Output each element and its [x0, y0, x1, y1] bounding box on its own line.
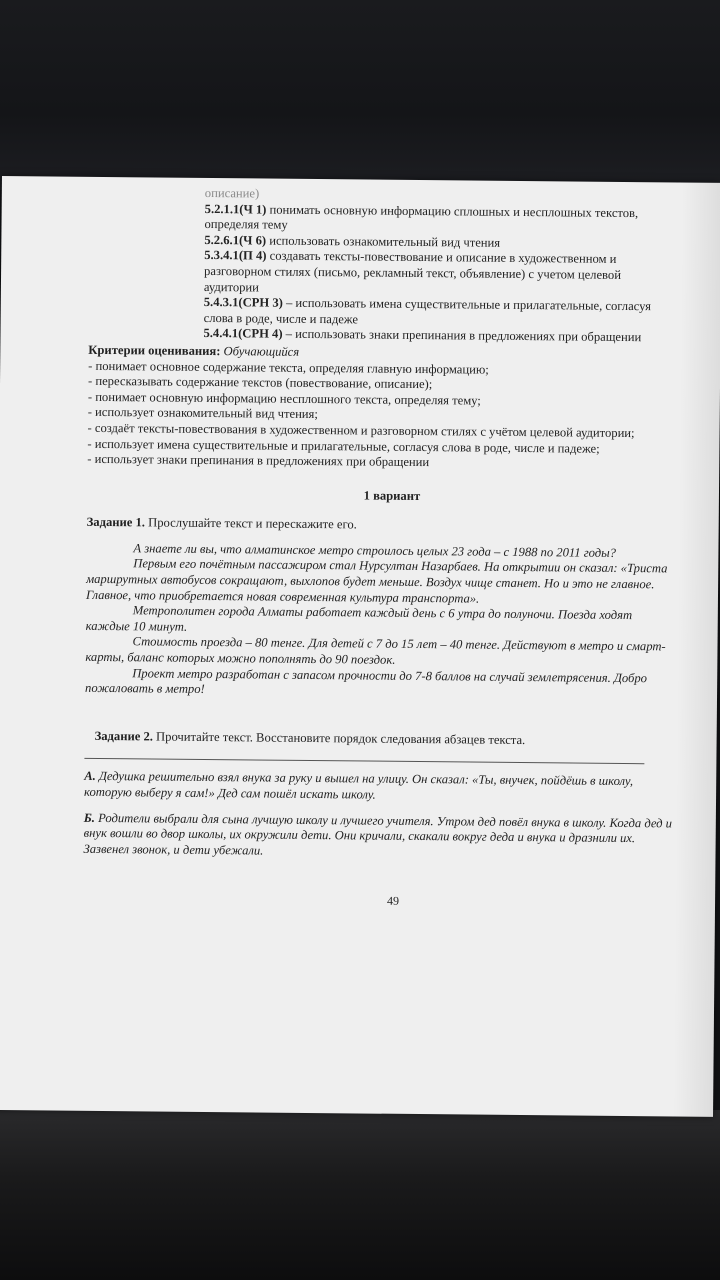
criteria-item: - использует знаки препинания в предложениях при обращении	[87, 451, 430, 470]
story-paragraph: Метрополитен города Алматы работает каждый день с 6 утра до полуночи. Поезда ходят каждые 10 минут.	[85, 603, 633, 634]
variant-heading: 1 вариант	[363, 488, 421, 503]
criteria-item: - пересказывать содержание текстов (повествование, описание);	[87, 373, 433, 392]
story-paragraph: Проект метро разработан с запасом прочности до 7-8 баллов на случай землетрясения. Добро пожаловать в метро!	[85, 665, 648, 697]
story-paragraph: А знаете ли вы, что алматинское метро строилось целых 23 года – с 1988 по 2011 годы?	[133, 541, 617, 560]
task1-story	[85, 541, 676, 703]
story-paragraph: Стоимость проезда – 80 тенге. Для детей с 7 до 15 лет – 40 тенге. Действуют в метро и смарт-карты, баланс которых можно пополнять до 90 поездок.	[85, 634, 666, 667]
paragraph-b: Б. Родители выбрали для сына лучшую школу и лучшего учителя. Утром дед повёл внука в школу. Когда дед и внук вошли во двор школы, их окружили дети. Они кричали, скакали вокруг деда и внука и дразнили их. Зазвенел звонок, и дети убежали.	[83, 810, 673, 858]
criteria-item: - понимает основную информацию несплошного текста, определяя тему;	[87, 389, 481, 408]
objective-item: 5.2.6.1(Ч 6) использовать ознакомительный вид чтения	[204, 232, 501, 250]
objective-continuation: описание)	[204, 185, 260, 201]
paper-shadow	[673, 183, 720, 1117]
divider-line	[84, 758, 644, 764]
criteria-item: - создаёт тексты-повествования в художественном и разговорном стилях с учётом целевой аудитории;	[87, 420, 635, 440]
criteria-heading: Критерии оценивания: Обучающийся	[88, 342, 300, 359]
assessment-criteria	[87, 343, 678, 473]
criteria-item: - использует имена существительные и прилагательные, согласуя слова в роде, числе и падеже;	[87, 436, 600, 456]
paragraph-a: А. Дедушка решительно взял внука за руку и вышел на улицу. Он сказал: «Ты, внучек, пойдёшь в школу, которую выберу я сам!» Дед сам пошёл искать школу.	[84, 769, 634, 802]
background-bottom	[0, 1110, 720, 1280]
task2-heading: Задание 2. Прочитайте текст. Восстановите порядок следования абзацев текста.	[94, 728, 526, 747]
objective-item: 5.4.4.1(СРН 4) – использовать знаки препинания в предложениях при обращении	[203, 326, 642, 345]
learning-objectives	[203, 186, 679, 346]
paper-sheet	[0, 176, 720, 1117]
story-paragraph: Первым его почётным пассажиром стал Нурсултан Назарбаев. На открытии он сказал: «Триста маршрутных автобусов сокращают, выхлопов будет меньше. Воздух чище станет. Но и это не главное. Главное, что приобретается новая современная культура транспорта».	[85, 556, 668, 606]
page-content	[83, 185, 680, 913]
criteria-item: - использует ознакомительный вид чтения;	[87, 405, 318, 422]
task1-heading: Задание 1. Прослушайте текст и перескажите его.	[86, 515, 357, 532]
criteria-item: - понимает основное содержание текста, определяя главную информацию;	[88, 358, 489, 377]
page-number: 49	[386, 894, 400, 909]
objective-item: 5.2.1.1(Ч 1) понимать основную информацию сплошных и несплошных текстов, определяя тему	[204, 201, 639, 232]
objective-item: 5.3.4.1(П 4) создавать тексты-повествование и описание в художественном и разговорном стилях (письмо, рекламный текст, объявление) с учетом целевой аудитории	[203, 248, 622, 295]
objective-item: 5.4.3.1(СРН 3) – использовать имена существительные и прилагательные, согласуя слова в роде, числе и падеже	[203, 295, 651, 327]
background-top	[0, 0, 720, 190]
